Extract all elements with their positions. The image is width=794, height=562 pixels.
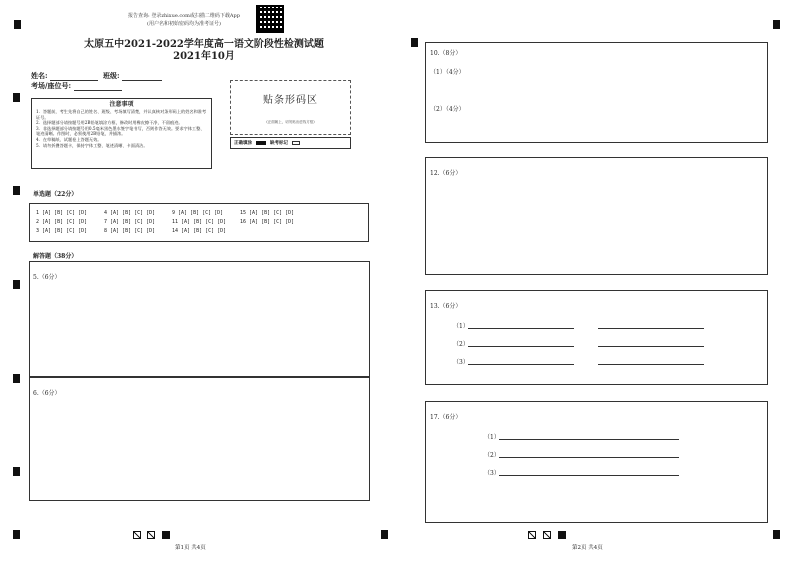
question-label: 6.（6分）	[33, 390, 61, 397]
timing-mark	[13, 530, 20, 539]
choice-item[interactable]: 11 [A] [B] [C] [D]	[172, 219, 227, 225]
answer-line[interactable]	[468, 328, 574, 329]
answer-line[interactable]	[499, 439, 679, 440]
class-field[interactable]	[103, 71, 162, 81]
choice-row	[36, 227, 336, 236]
timing-mark	[14, 20, 21, 29]
answer-box-q13[interactable]	[425, 290, 768, 385]
page-code-square	[133, 531, 141, 539]
page-number: 第1页 共4页	[175, 545, 206, 551]
page-code-square	[147, 531, 155, 539]
answer-line[interactable]	[499, 457, 679, 458]
answer-line[interactable]	[468, 346, 574, 347]
choice-item[interactable]: 7 [A] [B] [C] [D]	[104, 219, 156, 225]
choice-row	[36, 209, 336, 218]
timing-mark	[381, 530, 388, 539]
choice-item[interactable]: 8 [A] [B] [C] [D]	[104, 228, 156, 234]
question-label: 12.（6分）	[430, 170, 462, 177]
question-label: 13.（6分）	[430, 303, 462, 310]
subquestion-label: （2）	[453, 341, 469, 348]
timing-mark	[773, 530, 780, 539]
timing-mark	[411, 38, 418, 47]
barcode-area	[230, 80, 351, 135]
class-label: 班级:	[103, 71, 120, 80]
timing-mark	[13, 186, 20, 195]
choice-item[interactable]: 1 [A] [B] [C] [D]	[36, 210, 88, 216]
timing-mark	[13, 280, 20, 289]
exam-title: 太原五中2021-2022学年度高一语文阶段性检测试题	[84, 39, 324, 50]
absent-checkbox[interactable]	[292, 141, 300, 145]
subquestion-label: （3）	[453, 359, 469, 366]
subquestion-label: （3）	[484, 470, 500, 477]
question-label: 17.（6分）	[430, 414, 462, 421]
instruction-item: 4．在草稿纸、试题卷上答题无效。	[36, 136, 102, 142]
absent-label: 缺考标记	[270, 141, 288, 146]
answer-box-q12[interactable]	[425, 157, 768, 275]
choice-item[interactable]: 3 [A] [B] [C] [D]	[36, 228, 88, 234]
timing-mark	[13, 93, 20, 102]
choice-item[interactable]: 15 [A] [B] [C] [D]	[240, 210, 295, 216]
qr-code	[256, 5, 284, 33]
instruction-item: 5．请勿折叠答题卡，保持字体工整、笔迹清晰、卡面清洁。	[36, 142, 148, 148]
choice-item[interactable]: 4 [A] [B] [C] [D]	[104, 210, 156, 216]
answer-line[interactable]	[499, 475, 679, 476]
room-seat-field[interactable]	[31, 81, 122, 91]
choice-item[interactable]: 16 [A] [B] [C] [D]	[240, 219, 295, 225]
instruction-item: 3．非选择题部分请按题号用0.5毫米黑色墨水签字笔书写，否则作答无效。要求字体工整、笔迹清晰。作图时，必须使用2B铅笔，并描浓。	[36, 125, 205, 137]
barcode-label: 贴条形码区	[263, 95, 318, 106]
instructions-heading: 注意事项	[109, 101, 134, 108]
instruction-item: 2．选择题部分请按题号用2B铅笔填涂方框，修改时用橡皮擦干净，不留痕迹。	[36, 120, 183, 126]
class-underline	[122, 73, 162, 81]
login-hint-line: (用户名和初始密码均为准考证号)	[147, 21, 221, 27]
page-number: 第2页 共4页	[572, 545, 603, 551]
barcode-hint: (正面朝上，切勿贴出虚线方框)	[266, 120, 315, 124]
instruction-item: 1．答题前，考生先将自己的姓名、班级、考场填写清楚，并认真核对条形码上的姓名和准考证号。	[36, 109, 207, 120]
choice-section-title: 单选题（22分）	[33, 191, 78, 198]
room-seat-underline	[74, 83, 122, 91]
page-code-square	[162, 531, 170, 539]
instructions-box	[31, 98, 212, 169]
correct-fill-label: 正确填涂	[234, 141, 252, 146]
page-code-square	[543, 531, 551, 539]
answer-box-q10[interactable]	[425, 42, 768, 143]
fill-legend	[230, 137, 351, 149]
page-code-square	[558, 531, 566, 539]
subquestion-label: （1）	[484, 434, 500, 441]
timing-mark	[773, 20, 780, 29]
answer-line[interactable]	[468, 364, 574, 365]
choice-row	[36, 218, 336, 227]
answer-box-q17[interactable]	[425, 401, 768, 523]
choice-item[interactable]: 2 [A] [B] [C] [D]	[36, 219, 88, 225]
subquestion-label: （2）（4分）	[430, 106, 465, 113]
question-label: 10.（8分）	[430, 50, 462, 57]
page-code-square	[528, 531, 536, 539]
name-underline	[50, 73, 98, 81]
answer-box-q5[interactable]	[29, 261, 370, 377]
timing-mark	[13, 467, 20, 476]
answer-line[interactable]	[598, 328, 704, 329]
question-label: 5.（6分）	[33, 274, 61, 281]
answer-line[interactable]	[598, 364, 704, 365]
choice-grid	[36, 209, 336, 236]
answer-box-q6[interactable]	[29, 377, 370, 501]
timing-mark	[13, 374, 20, 383]
subquestion-label: （1）	[453, 323, 469, 330]
report-query-line: 报告查询: 登录zhixue.com或扫描二维码下载App	[128, 13, 240, 19]
answer-section-title: 解答题（38分）	[33, 253, 78, 260]
choice-item[interactable]: 14 [A] [B] [C] [D]	[172, 228, 227, 234]
exam-date: 2021年10月	[173, 51, 235, 62]
subquestion-label: （2）	[484, 452, 500, 459]
answer-line[interactable]	[598, 346, 704, 347]
correct-fill-swatch	[256, 141, 266, 145]
choice-item[interactable]: 9 [A] [B] [C] [D]	[172, 210, 224, 216]
report-query-note	[104, 12, 264, 28]
subquestion-label: （1）（4分）	[430, 69, 465, 76]
room-seat-label: 考场/座位号:	[31, 81, 72, 90]
name-field[interactable]	[31, 71, 98, 81]
name-label: 姓名:	[31, 71, 48, 80]
